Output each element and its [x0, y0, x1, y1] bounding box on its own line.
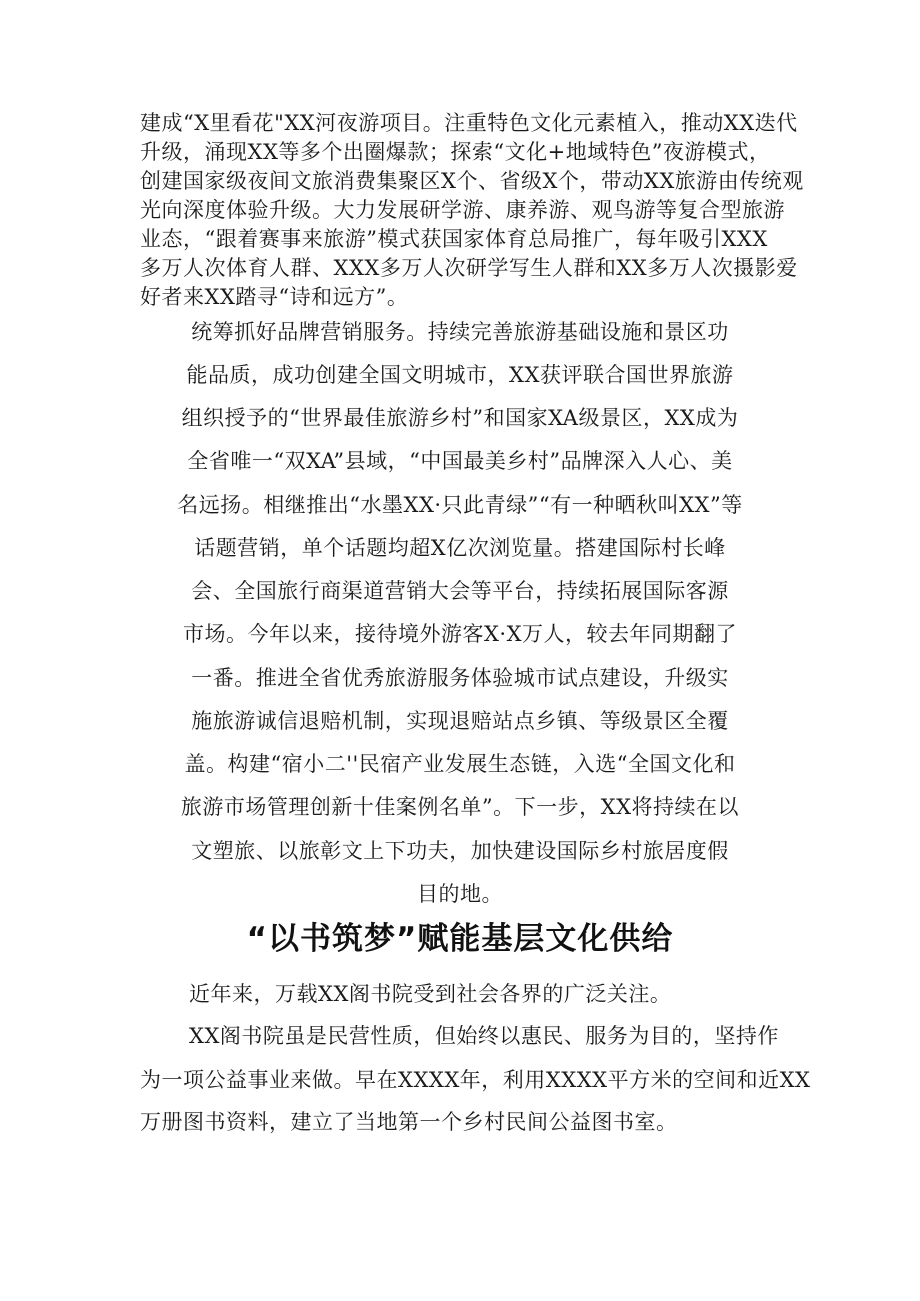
text-line: 施旅游诚信退赔机制，实现退赔站点乡镇、等级景区全覆	[191, 709, 729, 733]
text-line: 全省唯一“双XA”县域，“中国最美乡村”品牌深入人心、美	[187, 449, 733, 473]
text-line: XX阁书院虽是民营性质，但始终以惠民、服务为目的，坚持作	[189, 1024, 779, 1048]
text-line: 创建国家级夜间文旅消费集聚区X个、省级X个，带动XX旅游由传统观	[140, 169, 804, 193]
text-line: 光向深度体验升级。大力发展研学游、康养游、观鸟游等复合型旅游	[140, 198, 785, 222]
text-line: 多万人次体育人群、XXX多万人次研学写生人群和XX多万人次摄影爱	[140, 256, 798, 280]
text-line: 组织授予的“世界最佳旅游乡村”和国家XA级景区，XX成为	[181, 406, 739, 430]
text-line: 旅游市场管理创新十佳案例名单”。下一步，XX将持续在以	[180, 795, 740, 819]
text-line: 目的地。	[417, 882, 503, 906]
text-line: 建成“X里看花"XX河夜游项目。注重特色文化元素植入，推动XX迭代	[140, 111, 798, 135]
section-heading: “以书筑梦”赋能基层文化供给	[246, 921, 674, 957]
text-line: 业态，“跟着赛事来旅游”模式获国家体育总局推广，每年吸引XXX	[140, 227, 768, 251]
text-line: 能品质，成功创建全国文明城市，XX获评联合国世界旅游	[186, 363, 734, 387]
text-line: 为一项公益事业来做。早在XXXX年，利用XXXX平方米的空间和近XX	[140, 1068, 811, 1092]
text-line: 话题营销，单个话题均超X亿次浏览量。搭建国际村长峰	[194, 536, 726, 560]
text-line: 文塑旅、以旅彰文上下功夫，加快建设国际乡村旅居度假	[191, 839, 729, 863]
text-line: 盖。构建“宿小二''民宿产业发展生态链，入选“全国文化和	[184, 752, 736, 776]
text-line: 万册图书资料，建立了当地第一个乡村民间公益图书室。	[140, 1110, 678, 1134]
text-line: 升级，涌现XX等多个出圈爆款；探索“文化+地域特色”夜游模式，	[140, 140, 771, 164]
text-line: 名远扬。相继推出“水墨XX·只此青绿”“有一种晒秋叫XX”等	[177, 493, 743, 517]
text-line: 近年来，万载XX阁书院受到社会各界的广泛关注。	[189, 982, 672, 1006]
text-line: 一番。推进全省优秀旅游服务体验城市试点建设，升级实	[191, 666, 729, 690]
text-line: 会、全国旅行商渠道营销大会等平台，持续拓展国际客源	[191, 579, 729, 603]
text-line: 市场。今年以来，接待境外游客X·X万人，较去年同期翻了	[182, 622, 738, 646]
text-line: 好者来XX踏寻“诗和远方”。	[140, 285, 409, 309]
text-line: 统筹抓好品牌营销服务。持续完善旅游基础设施和景区功	[191, 320, 729, 344]
